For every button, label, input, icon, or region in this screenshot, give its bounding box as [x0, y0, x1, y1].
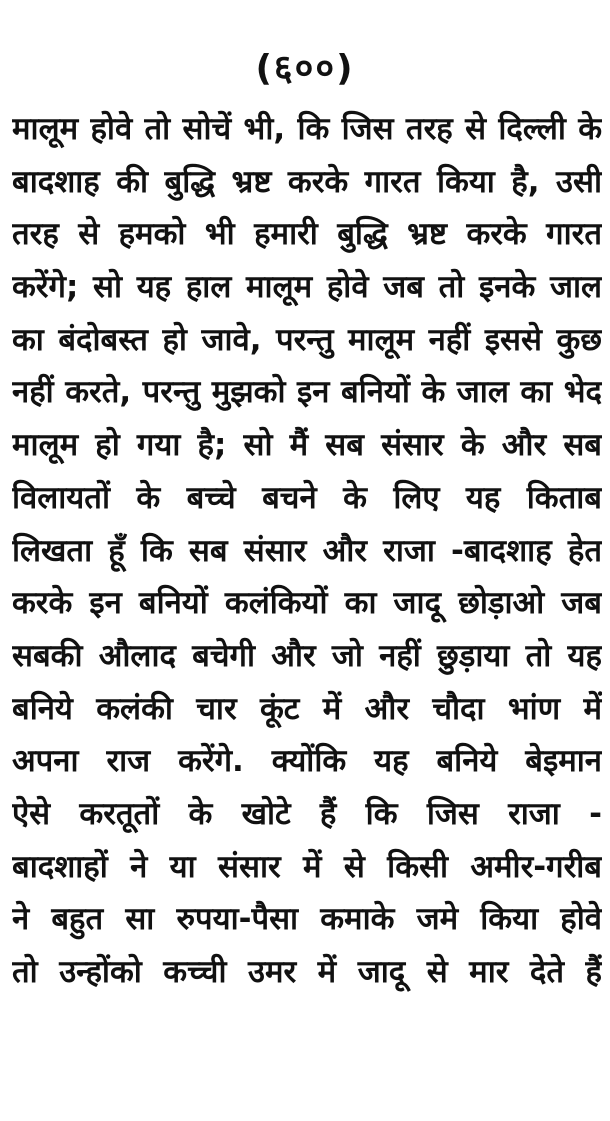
- text-line: ऐसे करतूतों के खोटे हैं कि जिस राजा -: [12, 795, 602, 832]
- text-line: तो उन्होंको कच्ची उमर में जादू से मार देते हैं: [12, 954, 602, 990]
- text-line: अपना राज करेंगे. क्योंकि यह बनिये बेइमान: [12, 743, 602, 780]
- text-line: बादशाह की बुद्धि भ्रष्ट करके गारत किया है, उसी: [12, 163, 602, 200]
- text-line: ने बहुत सा रुपया-पैसा कमाके जमे किया होवे: [12, 901, 602, 938]
- text-line: बनिये कलंकी चार कूंट में और चौदा भांण में: [12, 690, 602, 727]
- text-line: मालूम होवे तो सोचें भी, कि जिस तरह से दिल्ली के: [12, 111, 602, 147]
- page-number: (६००): [255, 48, 355, 89]
- text-line: का बंदोबस्त हो जावे, परन्तु मालूम नहीं इससे कुछ: [12, 321, 602, 358]
- text-line: मालूम हो गया है; सो मैं सब संसार के और सब: [12, 427, 602, 464]
- text-line: करके इन बनियों कलंकियों का जादू छोड़ाओ जब: [12, 585, 602, 622]
- body-text: [12, 103, 602, 999]
- text-line: विलायतों के बच्चे बचने के लिए यह किताब: [12, 479, 602, 516]
- text-line: नहीं करते, परन्तु मुझको इन बनियों के जाल का भेद: [12, 374, 602, 411]
- text-line: तरह से हमको भी हमारी बुद्धि भ्रष्ट करके गारत: [12, 216, 602, 253]
- text-line: बादशाहों ने या संसार में से किसी अमीर-गरीब: [12, 848, 602, 885]
- text-line: करेंगे; सो यह हाल मालूम होवे जब तो इनके जाल: [12, 269, 602, 306]
- text-line: सबकी औलाद बचेगी और जो नहीं छुड़ाया तो यह: [12, 637, 602, 674]
- text-line: लिखता हूँ कि सब संसार और राजा -बादशाह हेत: [12, 532, 602, 569]
